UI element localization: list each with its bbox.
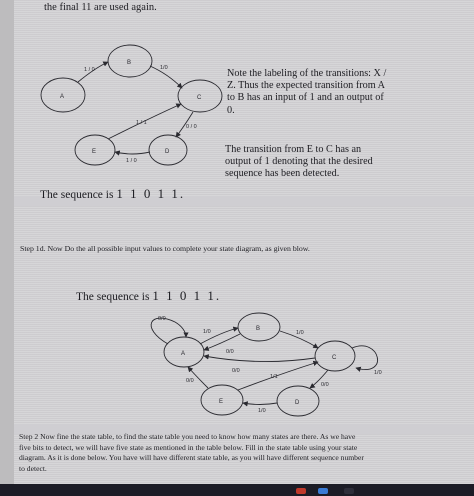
label-a-b: 1 / 0 [84,67,95,73]
state-d-label: D [295,400,300,406]
label-e-c: 1 / 1 [136,120,147,126]
sequence-line-1: The sequence is 1 1 0 1 1. [40,186,186,201]
state-c-label: C [332,355,337,361]
state-diagram-2 [0,300,474,425]
state-b-label: B [127,60,132,66]
taskbar-app-icon[interactable] [318,488,328,494]
label-a-b: 1/0 [203,329,211,335]
edge-e-c [238,362,318,390]
state-e-label: E [219,399,224,405]
edge-d-e [115,152,150,154]
label-d-e: 1 / 0 [126,158,137,164]
state-d-label: D [165,149,170,155]
state-e-label: E [92,149,97,155]
state-a-label: A [181,351,186,357]
label-b-a: 0/0 [226,349,234,355]
label-e-a: 0/0 [186,378,194,384]
label-d-e: 1/0 [258,408,266,414]
taskbar-app-icon[interactable] [296,488,306,494]
label-e-c: 1/1 [270,374,278,380]
step-1d-text: Step 1d. Now Do the all possible input values to complete your state diagram, as given blow. [20,244,310,253]
label-b-c: 1/0 [296,330,304,336]
top-line: the final 11 are used again. [44,2,157,13]
state-b-label: B [256,326,261,332]
edge-c-self [352,346,378,370]
taskbar [0,484,474,496]
edge-c-a [204,356,315,362]
edge-b-a [204,334,240,350]
label-c-d: 0 / 0 [186,124,197,130]
note-e-to-c: The transition from E to C has an output of 1 denoting that the desired sequence has been detected. [225,144,373,180]
label-a-self: 0/0 [158,316,166,322]
note-transition-labeling: Note the labeling of the transitions: X / Z. Thus the expected transition from A to B has an input of 1 and an output of 0. [227,68,387,116]
label-b-c: 1/0 [160,65,168,71]
taskbar-app-icon[interactable] [344,488,354,494]
state-a-label: A [60,94,65,100]
label-c-a: 0/0 [232,368,240,374]
label-c-self: 1/0 [374,370,382,376]
edge-a-self [151,318,186,344]
label-c-d: 0/0 [321,382,329,388]
edge-d-e [243,403,277,405]
state-c-label: C [197,95,202,101]
step-2-text: Step 2 Now fine the state table, to find the state table you need to know how many states are there. As we have five bits to detect, we will have five state as mentioned in the table below. Fill in the state table using your state diagram. As it is done below. You have will have different state table, as you will have different sequence number to detect. [19,432,364,473]
sequence-line-2: The sequence is 1 1 0 1 1. [76,288,222,303]
